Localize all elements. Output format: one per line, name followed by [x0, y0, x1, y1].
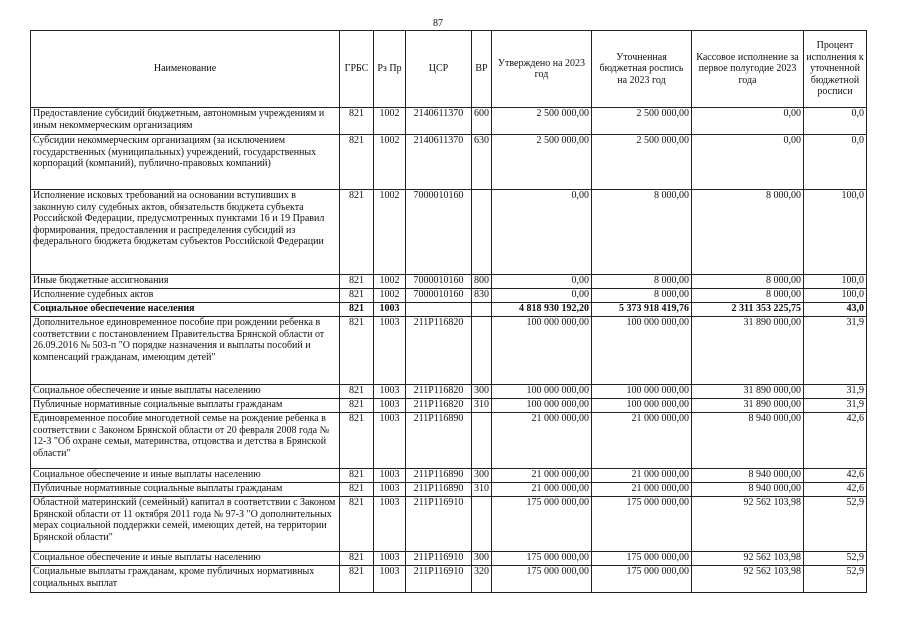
- table-cell-csr: 211P116910: [406, 552, 472, 566]
- table-cell-refined: 2 500 000,00: [592, 108, 692, 135]
- table-cell-refined: 100 000 000,00: [592, 399, 692, 413]
- table-cell-refined: 21 000 000,00: [592, 413, 692, 469]
- table-cell-name: Социальное обеспечение и иные выплаты населению: [31, 469, 340, 483]
- table-cell-cash: 8 000,00: [692, 275, 804, 289]
- header-csr: ЦСР: [406, 31, 472, 108]
- table-cell-approved: 100 000 000,00: [492, 399, 592, 413]
- table-cell-percent: 100,0: [804, 190, 867, 275]
- table-cell-approved: 0,00: [492, 190, 592, 275]
- table-row: [31, 385, 867, 399]
- table-cell-rzpr: 1002: [374, 135, 406, 190]
- table-cell-percent: 31,9: [804, 399, 867, 413]
- table-cell-grbs: 821: [340, 275, 374, 289]
- table-row: [31, 552, 867, 566]
- table-cell-refined: 100 000 000,00: [592, 385, 692, 399]
- table-cell-name: Социальное обеспечение населения: [31, 303, 340, 317]
- table-cell-approved: 175 000 000,00: [492, 566, 592, 593]
- table-row: [31, 566, 867, 593]
- table-cell-percent: 100,0: [804, 275, 867, 289]
- table-cell-percent: 0,0: [804, 135, 867, 190]
- table-cell-percent: 52,9: [804, 566, 867, 593]
- table-cell-approved: 21 000 000,00: [492, 413, 592, 469]
- header-grbs: ГРБС: [340, 31, 374, 108]
- table-cell-rzpr: 1002: [374, 108, 406, 135]
- table-row: [31, 497, 867, 552]
- table-cell-cash: 8 000,00: [692, 289, 804, 303]
- table-cell-csr: 2140611370: [406, 135, 472, 190]
- table-cell-cash: 92 562 103,98: [692, 552, 804, 566]
- table-cell-rzpr: 1003: [374, 469, 406, 483]
- table-cell-approved: 175 000 000,00: [492, 552, 592, 566]
- table-cell-refined: 175 000 000,00: [592, 566, 692, 593]
- table-cell-rzpr: 1003: [374, 483, 406, 497]
- table-cell-csr: 211P116820: [406, 317, 472, 385]
- table-cell-vr: 300: [472, 385, 492, 399]
- table-cell-cash: 8 940 000,00: [692, 469, 804, 483]
- table-cell-refined: 100 000 000,00: [592, 317, 692, 385]
- table-cell-vr: 300: [472, 552, 492, 566]
- table-cell-csr: 7000010160: [406, 190, 472, 275]
- table-cell-grbs: 821: [340, 413, 374, 469]
- table-cell-cash: 31 890 000,00: [692, 317, 804, 385]
- table-cell-vr: 830: [472, 289, 492, 303]
- table-cell-csr: [406, 303, 472, 317]
- table-cell-cash: 8 000,00: [692, 190, 804, 275]
- budget-table: [30, 30, 867, 593]
- table-cell-name: Исполнение судебных актов: [31, 289, 340, 303]
- table-row: [31, 303, 867, 317]
- table-cell-percent: 31,9: [804, 385, 867, 399]
- table-cell-rzpr: 1003: [374, 497, 406, 552]
- table-cell-cash: 8 940 000,00: [692, 483, 804, 497]
- table-cell-name: Предоставление субсидий бюджетным, автономным учреждениям и иным некоммерческим организациям: [31, 108, 340, 135]
- table-cell-cash: 31 890 000,00: [692, 385, 804, 399]
- table-cell-refined: 5 373 918 419,76: [592, 303, 692, 317]
- table-row: [31, 289, 867, 303]
- table-cell-csr: 211P116890: [406, 483, 472, 497]
- table-cell-vr: [472, 413, 492, 469]
- table-cell-csr: 211P116890: [406, 413, 472, 469]
- table-cell-cash: 92 562 103,98: [692, 497, 804, 552]
- table-cell-name: Иные бюджетные ассигнования: [31, 275, 340, 289]
- table-cell-rzpr: 1003: [374, 317, 406, 385]
- table-cell-percent: 52,9: [804, 497, 867, 552]
- table-row: [31, 108, 867, 135]
- table-cell-approved: 0,00: [492, 289, 592, 303]
- table-cell-percent: 52,9: [804, 552, 867, 566]
- table-cell-name: Единовременное пособие многодетной семье на рождение ребенка в соответствии с Законом Брянской области от 20 февраля 2008 года № 12-З "Об охране семьи, материнства, отцовства и детства в Брянской области": [31, 413, 340, 469]
- table-cell-name: Социальное обеспечение и иные выплаты населению: [31, 385, 340, 399]
- table-cell-grbs: 821: [340, 385, 374, 399]
- table-cell-vr: 310: [472, 483, 492, 497]
- table-cell-refined: 8 000,00: [592, 275, 692, 289]
- table-cell-grbs: 821: [340, 303, 374, 317]
- table-cell-cash: 31 890 000,00: [692, 399, 804, 413]
- header-rzpr: Рз Пр: [374, 31, 406, 108]
- table-cell-approved: 4 818 930 192,20: [492, 303, 592, 317]
- table-cell-approved: 21 000 000,00: [492, 469, 592, 483]
- table-cell-vr: 310: [472, 399, 492, 413]
- table-cell-grbs: 821: [340, 497, 374, 552]
- table-cell-refined: 2 500 000,00: [592, 135, 692, 190]
- table-cell-grbs: 821: [340, 135, 374, 190]
- header-name: Наименование: [31, 31, 340, 108]
- table-cell-refined: 8 000,00: [592, 289, 692, 303]
- table-row: [31, 413, 867, 469]
- table-cell-grbs: 821: [340, 552, 374, 566]
- table-cell-rzpr: 1003: [374, 399, 406, 413]
- table-cell-percent: 42,6: [804, 469, 867, 483]
- table-cell-cash: 0,00: [692, 108, 804, 135]
- table-cell-approved: 0,00: [492, 275, 592, 289]
- table-cell-grbs: 821: [340, 317, 374, 385]
- table-cell-cash: 0,00: [692, 135, 804, 190]
- table-cell-refined: 175 000 000,00: [592, 552, 692, 566]
- table-row: [31, 135, 867, 190]
- table-cell-csr: 7000010160: [406, 289, 472, 303]
- table-cell-rzpr: 1002: [374, 289, 406, 303]
- table-cell-cash: 2 311 353 225,75: [692, 303, 804, 317]
- table-cell-percent: 43,0: [804, 303, 867, 317]
- table-cell-csr: 211P116890: [406, 469, 472, 483]
- table-cell-approved: 100 000 000,00: [492, 317, 592, 385]
- table-cell-grbs: 821: [340, 566, 374, 593]
- table-cell-grbs: 821: [340, 469, 374, 483]
- header-percent: Процент исполнения к уточненной бюджетной росписи: [804, 31, 867, 108]
- table-row: [31, 317, 867, 385]
- table-cell-name: Субсидии некоммерческим организациям (за исключением государственных (муниципальных) учреждений, государственных корпораций (компаний), публично-правовых компаний): [31, 135, 340, 190]
- table-cell-vr: 320: [472, 566, 492, 593]
- table-cell-vr: 300: [472, 469, 492, 483]
- table-cell-rzpr: 1003: [374, 303, 406, 317]
- table-cell-approved: 21 000 000,00: [492, 483, 592, 497]
- table-cell-csr: 2140611370: [406, 108, 472, 135]
- table-cell-rzpr: 1003: [374, 413, 406, 469]
- table-cell-name: Дополнительное единовременное пособие при рождении ребенка в соответствии с постановлением Правительства Брянской области от 26.09.2016 № 503-п "О порядке назначения и выплаты пособий и компенсаций гражданам, имеющим детей": [31, 317, 340, 385]
- table-cell-csr: 7000010160: [406, 275, 472, 289]
- table-cell-percent: 0,0: [804, 108, 867, 135]
- table-cell-approved: 175 000 000,00: [492, 497, 592, 552]
- table-cell-grbs: 821: [340, 190, 374, 275]
- table-cell-approved: 2 500 000,00: [492, 108, 592, 135]
- table-cell-rzpr: 1003: [374, 385, 406, 399]
- table-cell-vr: [472, 190, 492, 275]
- header-approved: Утверждено на 2023 год: [492, 31, 592, 108]
- table-row: [31, 399, 867, 413]
- table-cell-percent: 100,0: [804, 289, 867, 303]
- table-cell-vr: 630: [472, 135, 492, 190]
- table-cell-percent: 42,6: [804, 413, 867, 469]
- table-cell-grbs: 821: [340, 289, 374, 303]
- table-row: [31, 483, 867, 497]
- table-cell-cash: 8 940 000,00: [692, 413, 804, 469]
- table-cell-rzpr: 1002: [374, 190, 406, 275]
- table-cell-vr: [472, 317, 492, 385]
- table-row: [31, 190, 867, 275]
- table-cell-vr: [472, 497, 492, 552]
- table-cell-refined: 175 000 000,00: [592, 497, 692, 552]
- header-row: [31, 31, 867, 108]
- table-cell-name: Областной материнский (семейный) капитал в соответствии с Законом Брянской области от 11 октября 2011 года № 97-З "О дополнительных мерах социальной поддержки семей, имеющих детей, на территории Брянской области": [31, 497, 340, 552]
- table-cell-csr: 211P116820: [406, 399, 472, 413]
- table-cell-csr: 211P116910: [406, 566, 472, 593]
- table-cell-percent: 42,6: [804, 483, 867, 497]
- table-row: [31, 469, 867, 483]
- table-cell-approved: 100 000 000,00: [492, 385, 592, 399]
- table-cell-grbs: 821: [340, 108, 374, 135]
- table-cell-rzpr: 1003: [374, 552, 406, 566]
- table-cell-csr: 211P116910: [406, 497, 472, 552]
- table-cell-name: Публичные нормативные социальные выплаты гражданам: [31, 399, 340, 413]
- table-cell-csr: 211P116820: [406, 385, 472, 399]
- table-cell-grbs: 821: [340, 483, 374, 497]
- table-cell-refined: 21 000 000,00: [592, 483, 692, 497]
- table-cell-vr: [472, 303, 492, 317]
- table-row: [31, 275, 867, 289]
- table-cell-name: Исполнение исковых требований на основании вступивших в законную силу судебных актов, обязательств бюджета субъекта Российской Федерации, предусмотренных пунктами 16 и 19 Правил формирования, предоставления и распределения субсидий из федерального бюджета бюджетам субъектов Российской Федерации: [31, 190, 340, 275]
- table-cell-rzpr: 1003: [374, 566, 406, 593]
- table-cell-refined: 8 000,00: [592, 190, 692, 275]
- table-cell-name: Социальное обеспечение и иные выплаты населению: [31, 552, 340, 566]
- header-refined: Уточненная бюджетная роспись на 2023 год: [592, 31, 692, 108]
- table-cell-percent: 31,9: [804, 317, 867, 385]
- header-vr: ВР: [472, 31, 492, 108]
- table-cell-rzpr: 1002: [374, 275, 406, 289]
- table-cell-vr: 600: [472, 108, 492, 135]
- table-cell-cash: 92 562 103,98: [692, 566, 804, 593]
- header-cash: Кассовое исполнение за первое полугодие 2023 года: [692, 31, 804, 108]
- table-cell-name: Социальные выплаты гражданам, кроме публичных нормативных социальных выплат: [31, 566, 340, 593]
- table-cell-vr: 800: [472, 275, 492, 289]
- table-cell-approved: 2 500 000,00: [492, 135, 592, 190]
- table-cell-grbs: 821: [340, 399, 374, 413]
- table-cell-refined: 21 000 000,00: [592, 469, 692, 483]
- page-number: 87: [433, 18, 443, 29]
- table-cell-name: Публичные нормативные социальные выплаты гражданам: [31, 483, 340, 497]
